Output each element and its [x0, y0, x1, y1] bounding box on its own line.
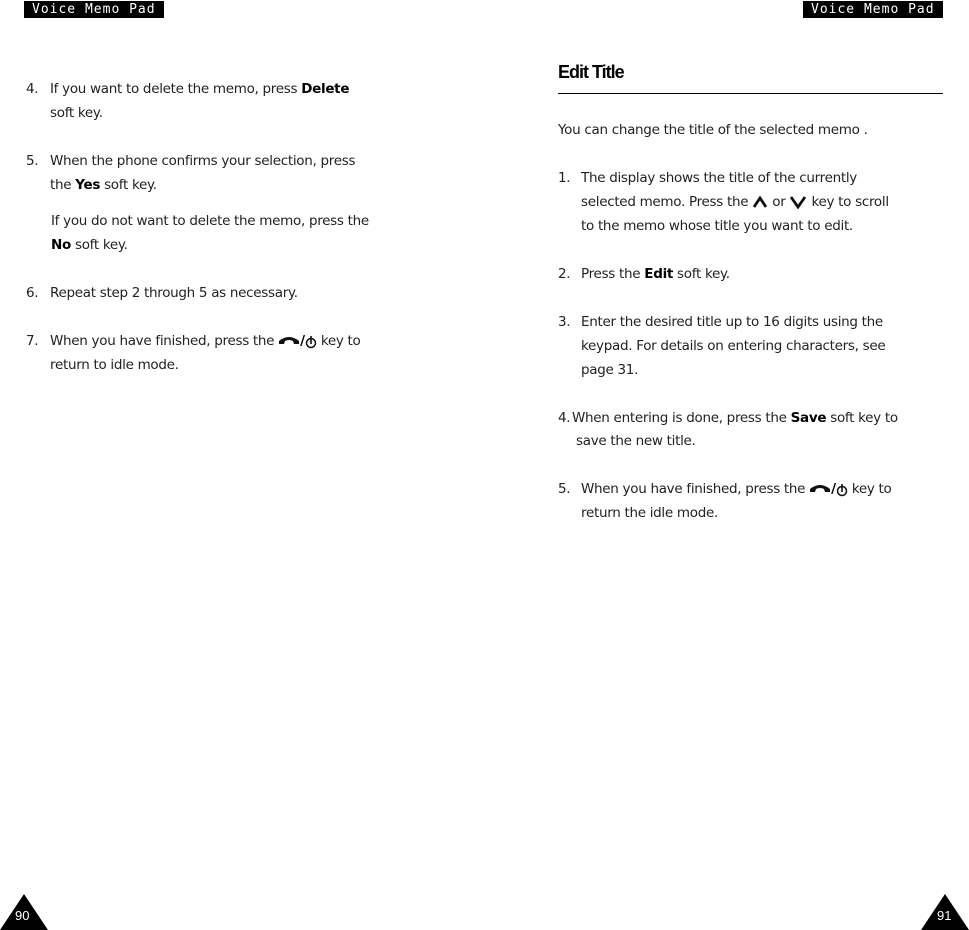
no-soft-key-label: No: [51, 237, 71, 253]
note-line-1: If you do not want to delete the memo, press the: [51, 213, 369, 229]
step-4-line-1: If you want to delete the memo, press Delete: [50, 81, 350, 97]
left-page-number-marker: [0, 894, 48, 930]
step-4-line-2: soft key.: [50, 105, 103, 121]
note-line-2: No soft key.: [51, 237, 128, 253]
step-1-line-1: The display shows the title of the currently: [581, 170, 857, 186]
step-2-number: 2.: [558, 266, 571, 282]
edit-soft-key-label: Edit: [644, 266, 674, 282]
step-6-number: 6.: [26, 285, 39, 301]
step-7-line-1: When you have finished, press the / key to: [50, 329, 361, 357]
step-1-line-3: to the memo whose title you want to edit.: [581, 218, 853, 234]
step-5-right-line-1: When you have finished, press the / key to: [581, 477, 892, 505]
right-page-number-marker: [921, 894, 969, 930]
step-4-right-line-2: save the new title.: [576, 433, 696, 449]
step-3-line-2: keypad. For details on entering characters, see: [581, 338, 886, 354]
power-icon: [836, 481, 848, 505]
step-5-line-1: When the phone confirms your selection, press: [50, 153, 356, 169]
step-4-right-line-1: When entering is done, press the Save soft key to: [572, 410, 898, 426]
step-1-line-2: selected memo. Press the or key to scroll: [581, 190, 889, 217]
step-7-line-2: return to idle mode.: [50, 357, 179, 373]
section-title: Edit Title: [558, 62, 624, 82]
step-6-line-1: Repeat step 2 through 5 as necessary.: [50, 285, 298, 301]
power-icon: [305, 333, 317, 357]
delete-soft-key-label: Delete: [301, 81, 350, 97]
step-3-line-1: Enter the desired title up to 16 digits using the: [581, 314, 883, 330]
end-call-icon: [809, 481, 831, 505]
step-5-line-2: the Yes soft key.: [50, 177, 157, 193]
step-1-number: 1.: [558, 170, 571, 186]
step-5-number-right: 5.: [558, 481, 571, 497]
yes-soft-key-label: Yes: [75, 177, 101, 193]
step-5-number: 5.: [26, 153, 39, 169]
step-4-number: 4.: [26, 81, 39, 97]
left-page-number: 90: [15, 908, 30, 923]
step-5-right-line-2: return the idle mode.: [581, 505, 718, 521]
save-soft-key-label: Save: [790, 410, 827, 426]
step-2-line-1: Press the Edit soft key.: [581, 266, 730, 282]
right-header-tag: Voice Memo Pad: [803, 1, 943, 18]
intro-text: You can change the title of the selected memo .: [558, 122, 868, 138]
step-3-number: 3.: [558, 314, 571, 330]
left-header-tag: Voice Memo Pad: [24, 1, 164, 18]
step-3-line-3: page 31.: [581, 362, 639, 378]
step-7-number: 7.: [26, 333, 39, 349]
step-4-number-right: 4.: [558, 410, 571, 426]
end-call-icon: [278, 333, 300, 357]
right-page-number: 91: [937, 908, 952, 923]
title-underline: [558, 93, 943, 94]
